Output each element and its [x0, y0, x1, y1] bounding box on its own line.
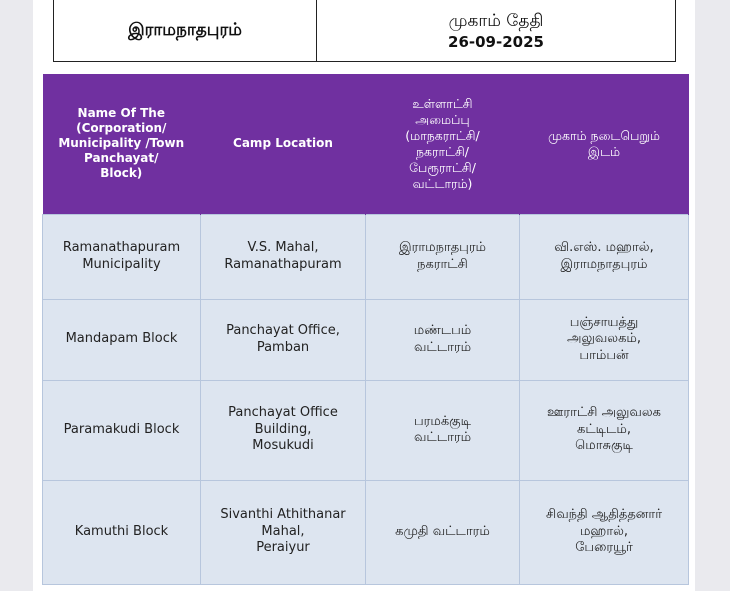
- header-box: [53, 0, 676, 62]
- camp-location-tamil-cell: ஊராட்சி அலுவலக கட்டிடம், மொசுகுடி: [520, 380, 689, 480]
- local-body-tamil-cell: பரமக்குடி வட்டாரம்: [366, 380, 520, 480]
- camp-location-tamil-cell: சிவந்தி ஆதித்தனார் மஹால், பேரையூர்: [520, 480, 689, 584]
- camp-location-cell: Sivanthi Athithanar Mahal, Peraiyur: [201, 480, 366, 584]
- left-margin: [0, 0, 33, 591]
- district-name: இராமநாதபுரம்: [54, 0, 317, 61]
- camp-location-cell: V.S. Mahal, Ramanathapuram: [201, 214, 366, 299]
- right-margin: [695, 0, 730, 591]
- camp-location-tamil-cell: பஞ்சாயத்து அலுவலகம், பாம்பன்: [520, 299, 689, 380]
- camp-date-cell: [317, 0, 675, 61]
- table-row: [43, 214, 689, 299]
- camp-date-value: 26-09-2025: [448, 32, 544, 51]
- table-row: [43, 480, 689, 584]
- local-body-tamil-cell: மண்டபம் வட்டாரம்: [366, 299, 520, 380]
- camp-location-cell: Panchayat Office, Pamban: [201, 299, 366, 380]
- local-body-cell: Ramanathapuram Municipality: [43, 214, 201, 299]
- column-header-local-body: Name Of The (Corporation/ Municipality /Town Panchayat/ Block): [43, 74, 201, 214]
- local-body-tamil-cell: கமுதி வட்டாரம்: [366, 480, 520, 584]
- camp-date-label: முகாம் தேதி: [448, 10, 544, 31]
- camp-schedule-table: [42, 74, 689, 585]
- camp-location-cell: Panchayat Office Building, Mosukudi: [201, 380, 366, 480]
- local-body-cell: Kamuthi Block: [43, 480, 201, 584]
- local-body-cell: Paramakudi Block: [43, 380, 201, 480]
- local-body-tamil-cell: இராமநாதபுரம் நகராட்சி: [366, 214, 520, 299]
- table-row: [43, 380, 689, 480]
- local-body-cell: Mandapam Block: [43, 299, 201, 380]
- column-header-camp-location-tamil: முகாம் நடைபெறும் இடம்: [520, 74, 689, 214]
- camp-location-tamil-cell: வி.எஸ். மஹால், இராமநாதபுரம்: [520, 214, 689, 299]
- table-row: [43, 299, 689, 380]
- column-header-camp-location: Camp Location: [201, 74, 366, 214]
- column-header-local-body-tamil: உள்ளாட்சி அமைப்பு (மாநகராட்சி/ நகராட்சி/ பேரூராட்சி/ வட்டாரம்): [366, 74, 520, 214]
- table-header-row: [43, 74, 689, 214]
